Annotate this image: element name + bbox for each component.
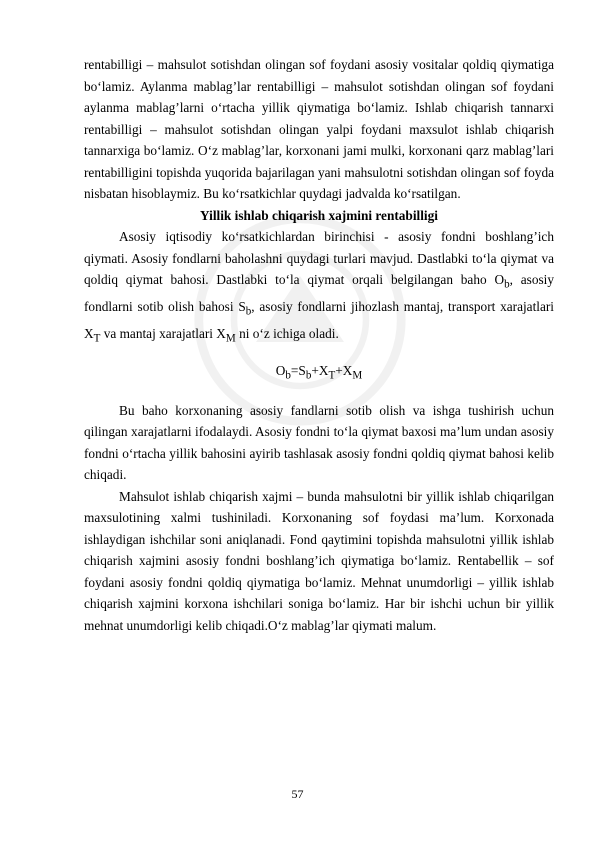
formula-plus-x-t: +X	[311, 363, 329, 379]
subscript-b: b	[245, 305, 252, 318]
formula-plus-x-m: +X	[335, 363, 353, 379]
formula-x-t-subscript: T	[328, 370, 336, 383]
formula-eq-s: =S	[290, 363, 306, 379]
paragraph-2-part-4: va mantaj xarajatlari X	[100, 326, 226, 342]
subscript-t: T	[93, 332, 101, 345]
paragraph-2-part-3: , asosiy fondlarni jihozlash mantaj, transport xarajatlari X	[84, 299, 554, 342]
formula-o: O	[275, 363, 286, 379]
formula-s-subscript: b	[305, 370, 312, 383]
paragraph-2-part-5: ni o‘z ichiga oladi.	[235, 326, 339, 342]
page-number: 57	[291, 787, 304, 801]
formula-x-m-subscript: M	[352, 370, 363, 383]
subscript-m: M	[225, 332, 236, 345]
subscript-b: b	[504, 278, 510, 291]
section-heading: Yillik ishlab chiqarish xajmini rentabilligi	[200, 207, 438, 223]
paragraph-3: Bu baho korxonaning asosiy fandlarni sotib olish va ishga tushirish uchun qilingan xarajatlarni ifodalaydi. Asosiy fondni to‘la qiymat baxosi ma’lum undan asosiy fondni o‘rtacha yillik bahosini ayirib tashlasak asosiy fondni qoldiq qiymat bahosi kelib chiqadi.	[84, 402, 554, 483]
paragraph-1: rentabilligi – mahsulot sotishdan olingan sof foydani asosiy vositalar qoldiq qiymatiga bo‘lamiz. Aylanma mablag’lar rentabilligi – mahsulot sotishdan olingan sof foydani aylanma mablag’larni o‘rtacha yillik qiymatiga bo‘lamiz. Ishlab chiqarish tannarxi rentabilligi – mahsulot sotishdan olingan yalpi foydani maxsulot ishlab chiqarish tannarxiga bo‘lamiz. O‘z mablag’lar, korxonani jami mulki, korxonani qarz mablag’lari rentabilligini topishda yuqorida bajarilagan yani mahsulotni sotishdan olingan sof foyda nisbatan hisoblaymiz. Bu ko‘rsatkichlar quydagi jadvalda ko‘rsatilgan.	[84, 57, 554, 201]
formula-o-subscript: b	[285, 370, 291, 383]
paragraph-2	[84, 226, 554, 350]
paragraph-2-part-1: Asosiy iqtisodiy ko‘rsatkichlardan birinchisi - asosiy fondni boshlang’ich qiymati. Asosiy fondlarni baholashni quydagi turlari mavjud. Dastlabki to‘la qiymat va qoldiq qiymat bahosi. Dastlabki to‘la qiymat orqali belgilangan baho O	[84, 229, 554, 287]
paragraph-2-part-2: , asosiy fondlarni sotib olish bahosi S	[84, 272, 554, 315]
page-content	[84, 54, 554, 636]
formula	[84, 360, 554, 387]
paragraph-4: Mahsulot ishlab chiqarish xajmi – bunda mahsulotni bir yillik ishlab chiqarilgan maxsulotining xalmi tushiniladi. Korxonaning sof foydasi ma’lum. Korxonada ishlaydigan ishchilar soni aniqlanadi. Fond qaytimini topishda mahsulotni yillik ishlab chiqarish xajmini asosiy fondni boshlang’ich qiymatiga bo‘lamiz. Rentabellik – sof foydani asosiy fondni qoldiq qiymatiga bo‘lamiz. Mehnat unumdorligi – yillik ishlab chiqarish xajmini korxona ishchilari soniga bo‘lamiz. Har bir ishchi uchun bir yillik mehnat unumdorligi kelib chiqadi.O‘z mablag’lar qiymati malum.	[84, 488, 554, 633]
